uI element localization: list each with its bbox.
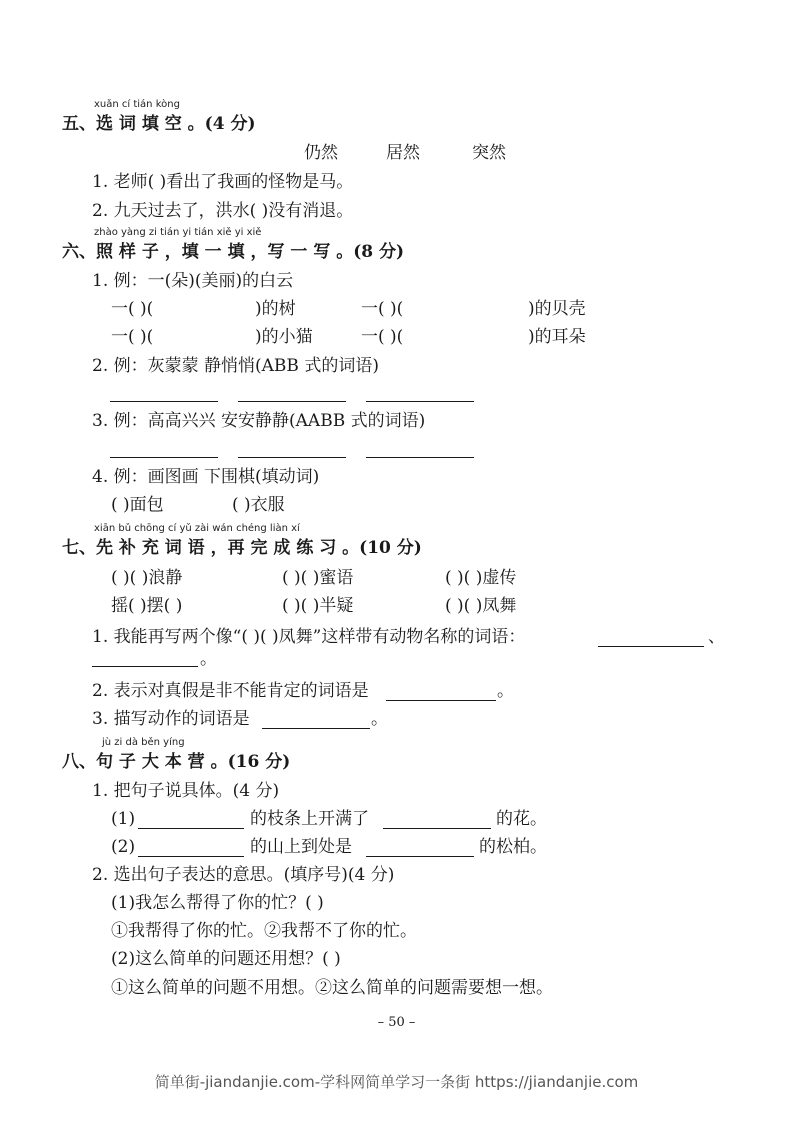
answer-line[interactable]	[383, 828, 491, 829]
answer-line[interactable]	[138, 856, 244, 857]
s8-q1-2-label: (2)	[111, 837, 136, 857]
answer-line[interactable]	[262, 728, 370, 729]
s6-q4-blank-b[interactable]: ( )衣服	[232, 495, 285, 515]
s8-q2-1[interactable]: (1)我怎么帮得了你的忙？( )	[111, 893, 324, 913]
answer-line[interactable]	[110, 457, 218, 458]
s6-blank-c-end: )的小猫	[255, 327, 313, 347]
answer-line[interactable]	[238, 401, 346, 402]
s8-question-2: 2. 选出句子表达的意思。(填序号)(4 分)	[92, 865, 395, 885]
answer-line[interactable]	[92, 666, 198, 667]
s6-blank-c[interactable]: 一( )(	[111, 327, 154, 347]
s6-blank-b-end: )的贝壳	[528, 299, 586, 319]
section7-title: 七、先 补 充 词 语 ，再 完 成 练 习 。(10 分)	[62, 538, 422, 558]
answer-line[interactable]	[386, 700, 496, 701]
s6-q4-blank-a[interactable]: ( )面包	[111, 495, 164, 515]
s7-word-1[interactable]: ( )( )浪静	[111, 568, 183, 588]
page-number: – 50 –	[377, 1015, 416, 1030]
s7-q1-end: 。	[200, 649, 217, 669]
s6-q4-example: 4. 例：画图画 下围棋(填动词)	[92, 467, 320, 487]
answer-line[interactable]	[238, 457, 346, 458]
s6-blank-a[interactable]: 一( )(	[111, 299, 154, 319]
s8-q2-2-options: ①这么简单的问题不用想。②这么简单的问题需要想一想。	[111, 978, 553, 998]
answer-line[interactable]	[110, 401, 218, 402]
s7-word-6[interactable]: ( )( )凤舞	[445, 596, 517, 616]
s8-question-1: 1. 把句子说具体。(4 分)	[92, 781, 280, 801]
section7-pinyin: xiān bǔ chōng cí yǔ zài wán chéng liàn xí	[94, 523, 300, 534]
s8-q1-1-label: (1)	[111, 809, 136, 829]
s7-question-1: 1. 我能再写两个像“( )( )凤舞”这样带有动物名称的词语：	[92, 627, 526, 647]
s6-blank-d[interactable]: 一( )(	[361, 327, 404, 347]
word-option-1: 仍然	[304, 143, 338, 163]
section6-title: 六、照 样 子 ，填 一 填 ，写 一 写 。(8 分)	[62, 242, 405, 262]
s7-question-2: 2. 表示对真假是非不能肯定的词语是	[92, 681, 369, 701]
section8-pinyin: jù zi dà běn yíng	[102, 737, 185, 748]
s6-blank-d-end: )的耳朵	[528, 327, 586, 347]
s5-question-1: 1. 老师( )看出了我画的怪物是马。	[92, 172, 354, 192]
s7-word-2[interactable]: ( )( )蜜语	[282, 568, 354, 588]
word-option-3: 突然	[472, 143, 506, 163]
s7-question-3: 3. 描写动作的词语是	[92, 709, 250, 729]
s7-word-5[interactable]: ( )( )半疑	[282, 596, 354, 616]
s7-word-4[interactable]: 摇( )摆( )	[111, 596, 183, 616]
s7-word-3[interactable]: ( )( )虚传	[445, 568, 517, 588]
s7-q1-separator: 、	[708, 627, 725, 647]
s6-q2-example: 2. 例：灰蒙蒙 静悄悄(ABB 式的词语)	[92, 356, 379, 376]
section6-pinyin: zhào yàng zi tián yi tián xiě yi xiě	[94, 227, 262, 238]
s5-question-2: 2. 九天过去了，洪水( )没有消退。	[92, 201, 354, 221]
section5-title: 五、选 词 填 空 。(4 分)	[62, 114, 256, 134]
answer-line[interactable]	[366, 401, 474, 402]
s6-blank-b[interactable]: 一( )(	[361, 299, 404, 319]
footer-text: 简单街-jiandanjie.com-学科网简单学习一条街 https://jiandanjie.com	[154, 1073, 639, 1091]
s8-q1-2-mid: 的山上到处是	[250, 837, 352, 857]
answer-line[interactable]	[598, 646, 704, 647]
s6-q3-example: 3. 例：高高兴兴 安安静静(AABB 式的词语)	[92, 411, 426, 431]
section8-title: 八、句 子 大 本 营 。(16 分)	[62, 752, 291, 772]
s8-q2-2[interactable]: (2)这么简单的问题还用想？( )	[111, 949, 341, 969]
s8-q1-1-mid: 的枝条上开满了	[250, 809, 369, 829]
answer-line[interactable]	[366, 856, 474, 857]
section5-pinyin: xuǎn cí tián kòng	[94, 99, 180, 110]
answer-line[interactable]	[366, 457, 474, 458]
s6-blank-a-end: )的树	[255, 299, 296, 319]
answer-line[interactable]	[138, 828, 244, 829]
s8-q1-1-end: 的花。	[496, 809, 547, 829]
s7-q3-end: 。	[371, 709, 388, 729]
s7-q2-end: 。	[497, 681, 514, 701]
s8-q1-2-end: 的松柏。	[479, 837, 547, 857]
word-option-2: 居然	[386, 143, 420, 163]
s8-q2-1-options: ①我帮得了你的忙。②我帮不了你的忙。	[111, 921, 417, 941]
s6-q1-example: 1. 例：一(朵)(美丽)的白云	[92, 271, 294, 291]
